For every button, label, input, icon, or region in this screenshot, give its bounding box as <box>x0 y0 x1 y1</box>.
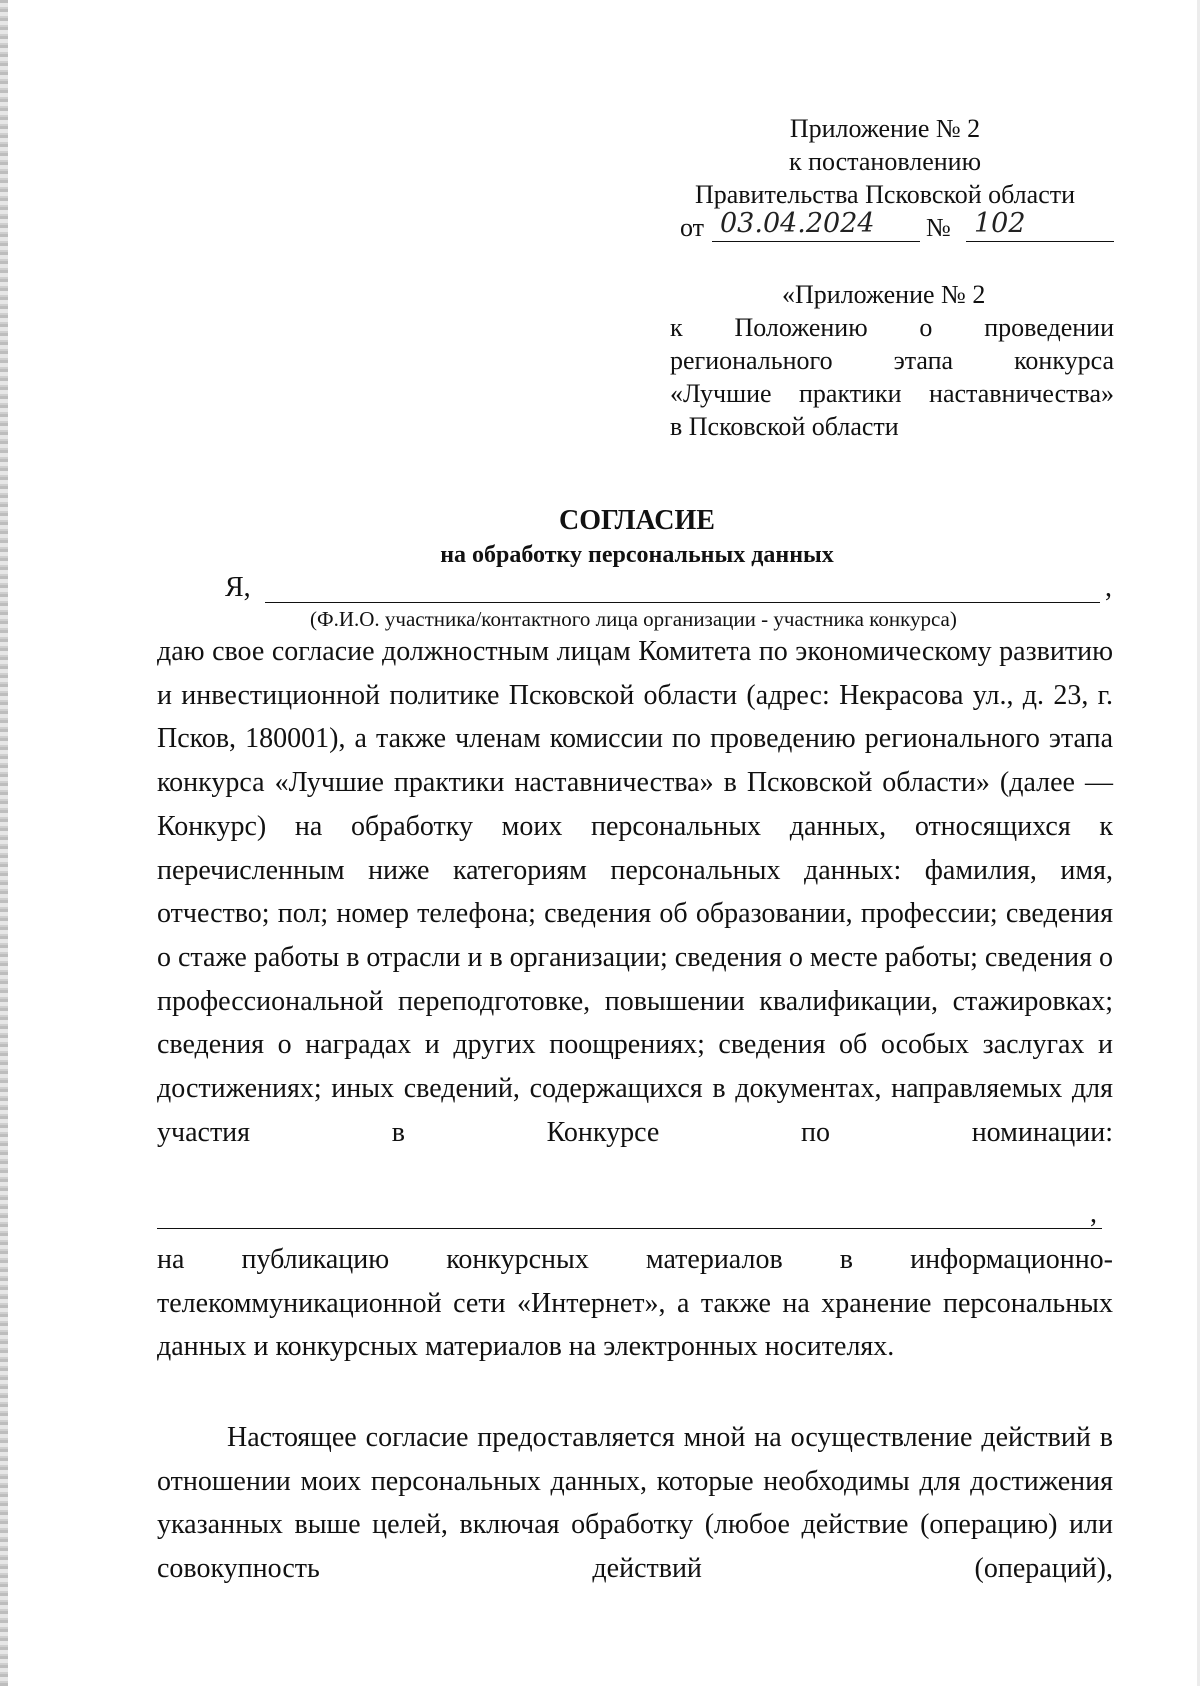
handwritten-number: 102 <box>966 211 1114 242</box>
name-fill-line <box>225 570 1115 610</box>
nomination-line-comma: , <box>1090 1198 1097 1229</box>
approval-header <box>660 112 1110 244</box>
number-label: № <box>926 213 951 242</box>
consent-paragraph-3-text: Настоящее согласие предоставляется мной на осуществление действий в отношении моих персональных данных, которые необходимы для достижения указанных выше целей, включая обработку (любое действие (операцию) или совокупность действий (операций), <box>157 1422 1113 1585</box>
consent-paragraph-3 <box>157 1416 1113 1591</box>
annex-title: «Приложение № 2 <box>782 280 986 309</box>
header-government-line: Правительства Псковской области <box>694 180 1076 209</box>
consent-paragraph-2 <box>157 1238 1113 1369</box>
annex-reference <box>670 278 1114 443</box>
header-annex-line: Приложение № 2 <box>789 114 981 143</box>
consent-paragraph-1-text: даю свое согласие должностным лицам Комитета по экономическому развитию и инвестиционной политике Псковской области (адрес: Некрасова ул., д. 23, г. Псков, 180001), а также членам комиссии по проведению регионального этапа конкурса «Лучшие практики наставничества» в Псковской области» (далее — Конкурс) на обработку моих персональных данных, относящихся к перечисленным ниже категориям персональных данных: фамилия, имя, отчество; пол; номер телефона; сведения об образовании, профессии; сведения о стаже работы в отрасли и в организации; сведения о месте работы; сведения о профессиональной переподготовке, повышении квалификации, стажировках; сведения о наградах и других поощрениях; сведения об особых заслугах и достижениях; иных сведений, содержащихся в документах, направляемых для участия в Конкурсе по номинации: <box>157 636 1113 1148</box>
name-line-comma: , <box>1105 572 1112 603</box>
scan-edge-left <box>0 0 8 1686</box>
document-title: СОГЛАСИЕ <box>559 505 715 536</box>
consent-paragraph-2-text: на публикацию конкурсных материалов в информационно-телекоммуникационной сети «Интернет», а также на хранение персональных данных и конкурсных материалов на электронных носителях. <box>157 1244 1113 1363</box>
annex-line-4: в Псковской области <box>670 412 899 441</box>
name-blank-field <box>265 602 1100 603</box>
annex-line-2: регионального этапа конкурса <box>670 346 1114 375</box>
document-title-block <box>120 503 1154 571</box>
annex-line-3: «Лучшие практики наставничества» <box>670 379 1114 408</box>
from-label: от <box>680 213 705 242</box>
ya-label: Я, <box>225 572 251 603</box>
handwritten-date: 03.04.2024 <box>712 211 920 242</box>
consent-paragraph-1 <box>157 630 1113 1154</box>
document-subtitle: на обработку персональных данных <box>440 542 834 568</box>
annex-line-1: к Положению о проведении <box>670 313 1114 342</box>
header-resolution-line: к постановлению <box>788 147 982 176</box>
header-date-line <box>660 208 1110 244</box>
name-caption: (Ф.И.О. участника/контактного лица организации - участника конкурса) <box>310 607 957 631</box>
nomination-blank-field <box>157 1208 1102 1229</box>
